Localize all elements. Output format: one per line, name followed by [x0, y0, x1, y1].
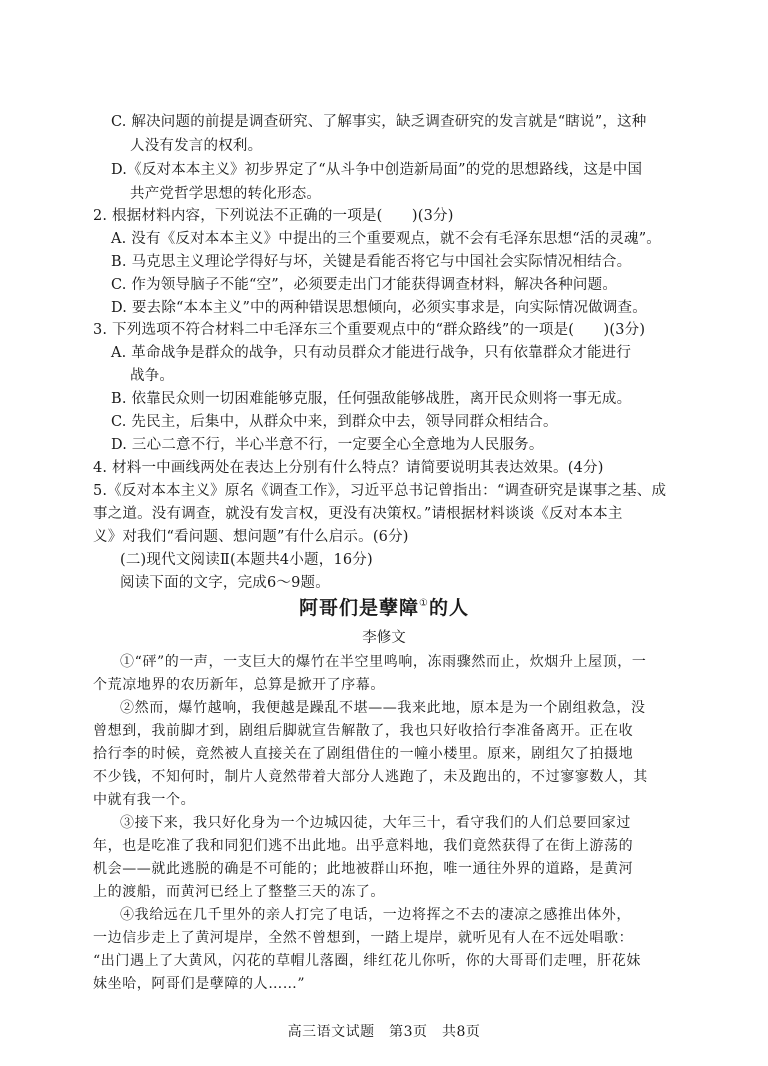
footnote-marker: ①: [419, 598, 429, 609]
q1-option-d-line1: D.《反对本本主义》初步界定了“从斗争中创造新局面”的党的思想路线，这是中国: [111, 162, 643, 178]
q5-stem-line1: 5.《反对本本主义》原名《调查工作》，习近平总书记曾指出：“调查研究是谋事之基、成: [93, 483, 667, 499]
section-heading: (二)现代文阅读Ⅱ(本题共4小题，16分): [120, 552, 373, 568]
q3-option-b: B. 依靠民众则一切困难能够克服，任何强敌能够战胜，离开民众则将一事无成。: [111, 391, 632, 407]
q3-option-a-line1: A. 革命战争是群众的战争，只有动员群众才能进行战争，只有依靠群众才能进行: [111, 345, 632, 361]
paragraph-2-line4: 不少钱，不知何时，制片人竟然带着大部分人逃跑了，未及跑出的，不过寥寥数人，其: [93, 769, 648, 785]
q2-option-b: B. 马克思主义理论学得好与坏，关键是看能否将它与中国社会实际情况相结合。: [111, 254, 632, 270]
paragraph-4-line3: “出门遇上了大黄风，闪花的草帽儿落圈，绯红花儿你听，你的大哥哥们走哩，肝花妹: [93, 953, 641, 969]
paragraph-4-line4: 妹坐哈，阿哥们是孽障的人……”: [93, 976, 306, 992]
q1-option-c-line2: 人没有发言的权利。: [130, 138, 263, 154]
paragraph-2-line3: 拾行李的时候，竟然被人直接关在了剧组借住的一幢小楼里。原来，剧组欠了拍摄地: [93, 746, 634, 762]
paragraph-3-line2: 年，也是吃准了我和同犯们逃不出此地。出乎意料地，我们竟然获得了在街上游荡的: [93, 838, 634, 854]
section-instruction: 阅读下面的文字，完成6～9题。: [120, 575, 330, 591]
paragraph-2-line1: ②然而，爆竹越响，我便越是躁乱不堪——我来此地，原本是为一个剧组救急，没: [120, 700, 646, 716]
q3-option-a-line2: 战争。: [130, 368, 175, 384]
q5-stem-line2: 事之道。没有调查，就没有发言权，更没有决策权。”请根据材料谈谈《反对本本主: [93, 506, 623, 522]
q2-stem: 2. 根据材料内容，下列说法不正确的一项是( )(3分): [93, 208, 454, 224]
article-author: 李修文: [362, 630, 406, 646]
q2-option-c: C. 作为领导脑子不能“空”，必须要走出门才能获得调查材料，解决各种问题。: [111, 277, 618, 293]
paragraph-4-line2: 一边信步走上了黄河堤岸，全然不曾想到，一踏上堤岸，就听见有人在不远处唱歌：: [93, 930, 634, 946]
q1-option-c-line1: C. 解决问题的前提是调查研究、了解事实，缺乏调查研究的发言就是“瞎说”，这种: [111, 114, 647, 130]
q4-stem: 4. 材料一中画线两处在表达上分别有什么特点？请简要说明其表达效果。(4分): [93, 460, 604, 476]
page-footer: 高三语文试题 第3页 共8页: [287, 1024, 481, 1040]
q3-stem: 3. 下列选项不符合材料二中毛泽东三个重要观点中的“群众路线”的一项是( )(3分): [93, 322, 646, 338]
q1-option-d-line2: 共产党哲学思想的转化形态。: [130, 186, 322, 202]
article-title-suffix: 的人: [428, 597, 469, 619]
paragraph-1-line2: 个荒凉地界的农历新年，总算是掀开了序幕。: [93, 677, 385, 693]
q5-stem-line3: 义》对我们“看问题、想问题”有什么启示。(6分): [93, 529, 409, 545]
article-title-main: 阿哥们是孽障: [299, 597, 420, 619]
paragraph-3-line3: 机会——就此逃脱的确是不可能的；此地被群山环抱，唯一通往外界的道路，是黄河: [93, 861, 634, 877]
paragraph-2-line2: 曾想到，我前脚才到，剧组后脚就宣告解散了，我也只好收拾行李准备离开。正在收: [93, 723, 634, 739]
q2-option-d: D. 要去除“本本主义”中的两种错误思想倾向，必须实事求是，向实际情况做调查。: [111, 300, 647, 316]
q3-option-d: D. 三心二意不行，半心半意不行，一定要全心全意地为人民服务。: [111, 437, 544, 453]
paragraph-1-line1: ①“砰”的一声，一支巨大的爆竹在半空里鸣响，冻雨骤然而止，炊烟升上屋顶，一: [120, 654, 647, 670]
article-title: [0, 596, 768, 620]
paragraph-4-line1: ④我给远在几千里外的亲人打完了电话，一边将挥之不去的凄凉之感推出体外，: [120, 907, 631, 923]
q2-option-a: A. 没有《反对本本主义》中提出的三个重要观点，就不会有毛泽东思想“活的灵魂”。: [111, 231, 662, 247]
q3-option-c: C. 先民主，后集中，从群众中来，到群众中去，领导同群众相结合。: [111, 414, 558, 430]
paragraph-3-line1: ③接下来，我只好化身为一个边城囚徒，大年三十，看守我们的人们总要回家过: [120, 815, 631, 831]
paragraph-3-line4: 上的渡船，而黄河已经上了整整三天的冻了。: [93, 884, 385, 900]
paragraph-2-line5: 中就有我一个。: [93, 792, 196, 808]
